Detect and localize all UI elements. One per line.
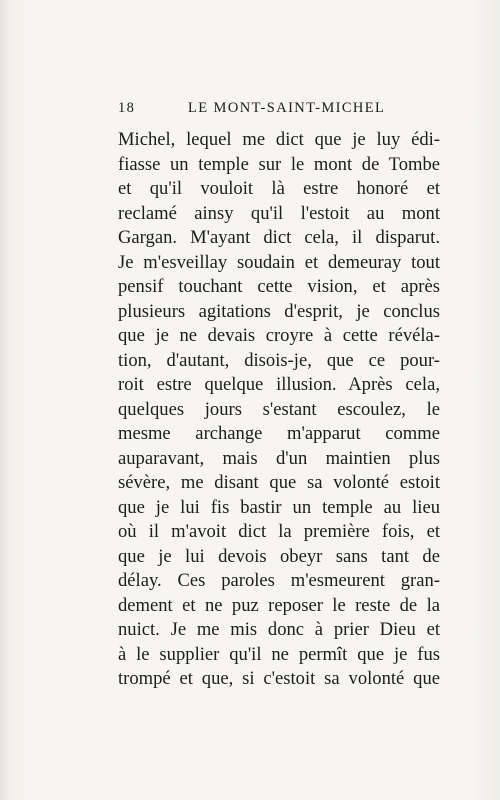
text-line: plusieurs agitations d'esprit, je conclus	[118, 300, 440, 322]
spine-shadow	[0, 0, 10, 800]
text-line: sévère, me disant que sa volonté estoit	[118, 472, 440, 493]
text-line: nuict. Je me mis donc à prier Dieu et	[118, 619, 440, 640]
text-line: délay. Ces paroles m'esmeurent gran-	[118, 570, 440, 591]
text-line: où il m'avoit dict la première fois, et	[118, 521, 440, 542]
text-line: dement et ne puz reposer le reste de la	[118, 594, 440, 616]
text-line: pensif touchant cette vision, et après	[118, 276, 440, 297]
body-text	[118, 128, 440, 692]
text-line: reclamé ainsy qu'il l'estoit au mont	[118, 202, 440, 224]
text-line: auparavant, mais d'un maintien plus	[118, 447, 440, 469]
text-line: roit estre quelque illusion. Après cela,	[118, 374, 440, 395]
text-line: fiasse un temple sur le mont de Tombe	[118, 153, 440, 175]
running-title: LE MONT-SAINT-MICHEL	[188, 100, 386, 116]
page-header	[118, 100, 440, 122]
text-line: mesme archange m'apparut comme	[118, 423, 440, 444]
text-line: tion, d'autant, disois-je, que ce pour-	[118, 349, 440, 371]
text-line: et qu'il vouloit là estre honoré et	[118, 178, 440, 199]
text-line: Michel, lequel me dict que je luy édi-	[118, 129, 440, 150]
text-line: quelques jours s'estant escoulez, le	[118, 398, 440, 420]
text-line: trompé et que, si c'estoit sa volonté que	[118, 668, 440, 689]
text-line: que je ne devais croyre à cette révéla-	[118, 325, 440, 346]
text-line: à le supplier qu'il ne permît que je fus	[118, 643, 440, 665]
page-number: 18	[118, 100, 136, 116]
text-line: que je lui fis bastir un temple au lieu	[118, 496, 440, 518]
text-line: Gargan. M'ayant dict cela, il disparut.	[118, 227, 440, 248]
text-line: Je m'esveillay soudain et demeuray tout	[118, 251, 440, 273]
text-line: que je lui devois obeyr sans tant de	[118, 545, 440, 567]
